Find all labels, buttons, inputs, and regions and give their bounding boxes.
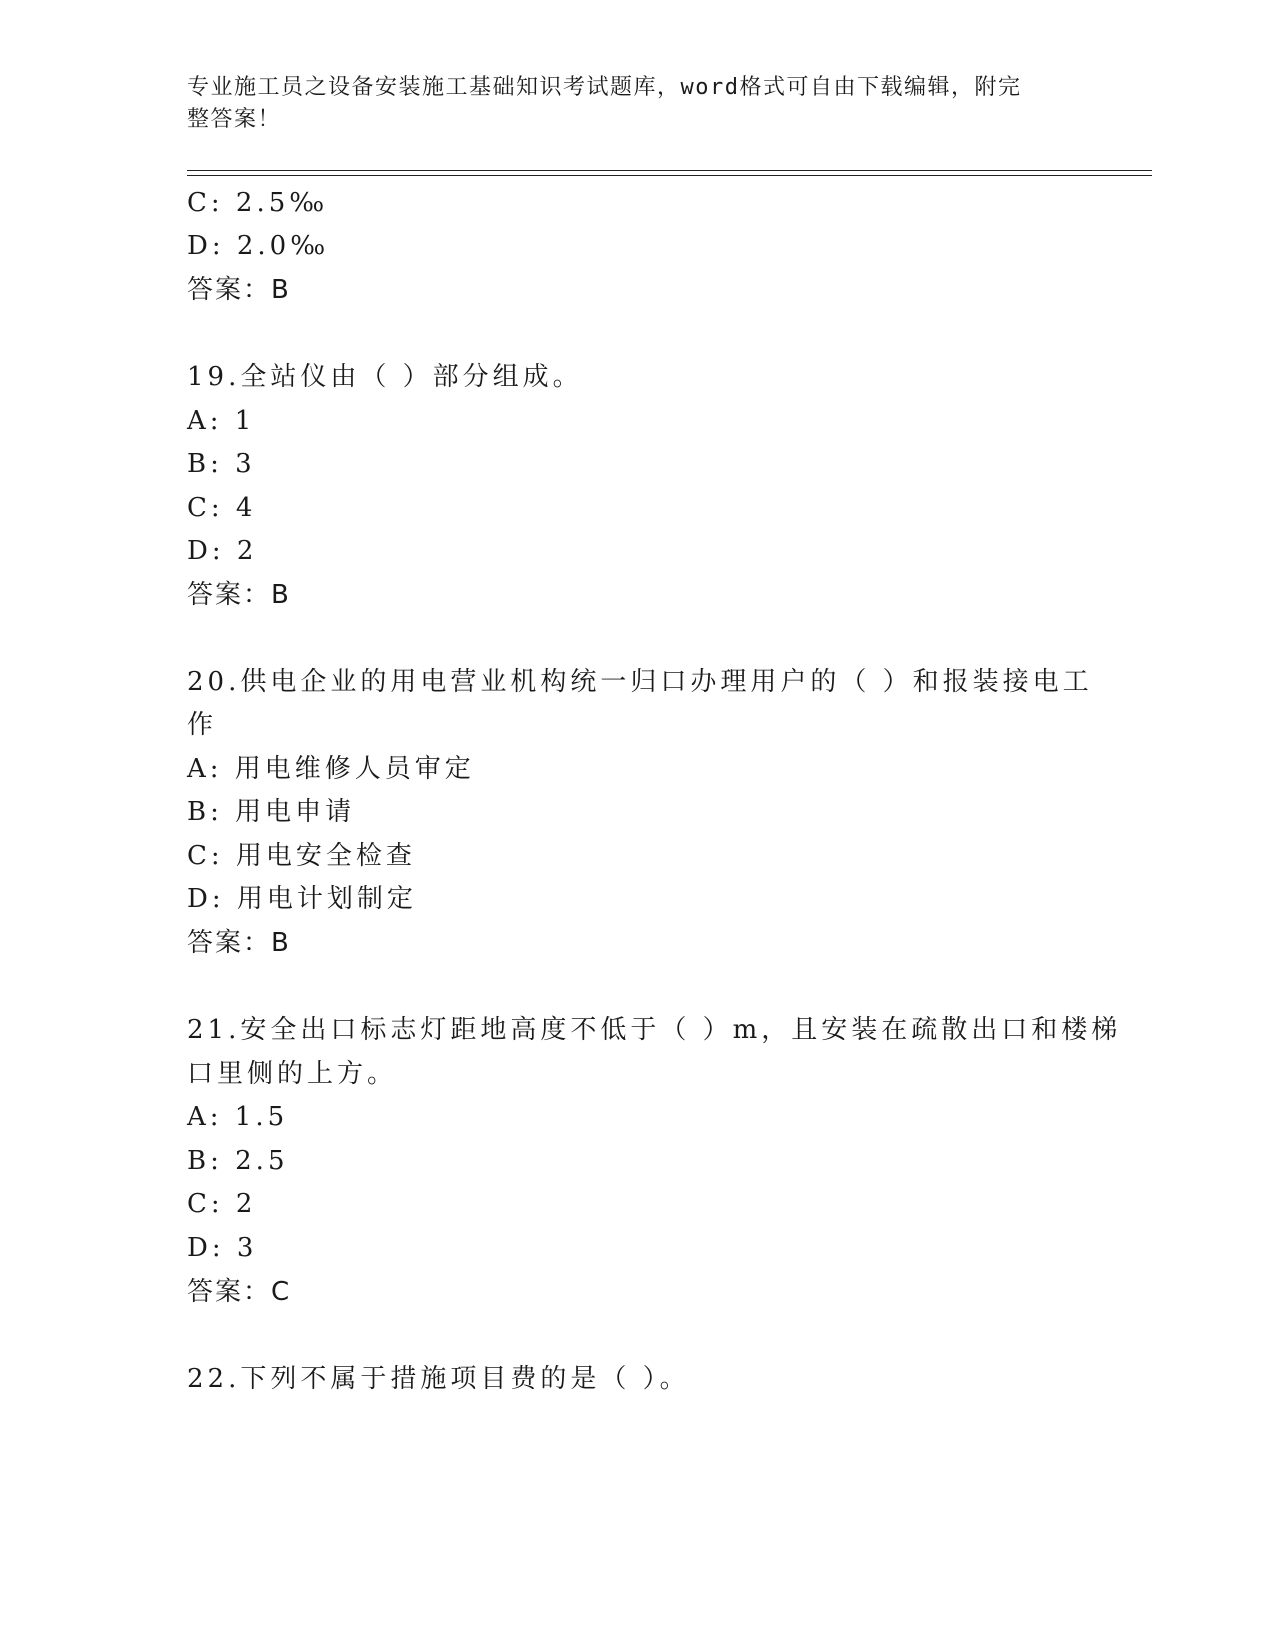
question-19-answer: 答案：B [187,580,291,610]
option-c: C: 2.5‰ [187,188,329,218]
question-20-answer: 答案：B [187,928,291,958]
answer-label: 答案：B [187,275,291,305]
question-19-option-a: A: 1 [187,406,256,436]
question-21-option-b: B: 2.5 [187,1146,289,1176]
question-21-option-d: D: 3 [187,1233,258,1263]
question-20-stem-line-2: 作 [187,710,218,740]
header-line-1: 专业施工员之设备安装施工基础知识考试题库，word格式可自由下载编辑，附完 [187,75,1022,100]
question-19-option-c: C: 4 [187,493,257,523]
question-20-option-d: D: 用电计划制定 [187,884,417,914]
question-19-option-b: B: 3 [187,449,256,479]
question-21-stem-line-1: 21.安全出口标志灯距地高度不低于（ ）m，且安装在疏散出口和楼梯 [187,1015,1122,1045]
question-21-answer: 答案：C [187,1277,292,1307]
question-21-stem-line-2: 口里侧的上方。 [187,1059,398,1089]
document-header [187,72,1067,136]
question-21-option-c: C: 2 [187,1189,257,1219]
question-19-stem: 19.全站仪由（ ）部分组成。 [187,362,583,392]
header-rule-bottom [187,175,1152,176]
header-rule-top [187,170,1152,171]
question-20-option-b: B: 用电申请 [187,797,356,827]
question-20-option-a: A: 用电维修人员审定 [187,754,475,784]
question-22-stem: 22.下列不属于措施项目费的是（ ）。 [187,1364,690,1394]
header-line-2: 整答案！ [187,107,282,132]
question-20-stem-line-1: 20.供电企业的用电营业机构统一归口办理用户的（ ）和报装接电工 [187,667,1093,697]
question-19-option-d: D: 2 [187,536,258,566]
question-20-option-c: C: 用电安全检查 [187,841,416,871]
question-21-option-a: A: 1.5 [187,1102,289,1132]
option-d: D: 2.0‰ [187,231,330,261]
